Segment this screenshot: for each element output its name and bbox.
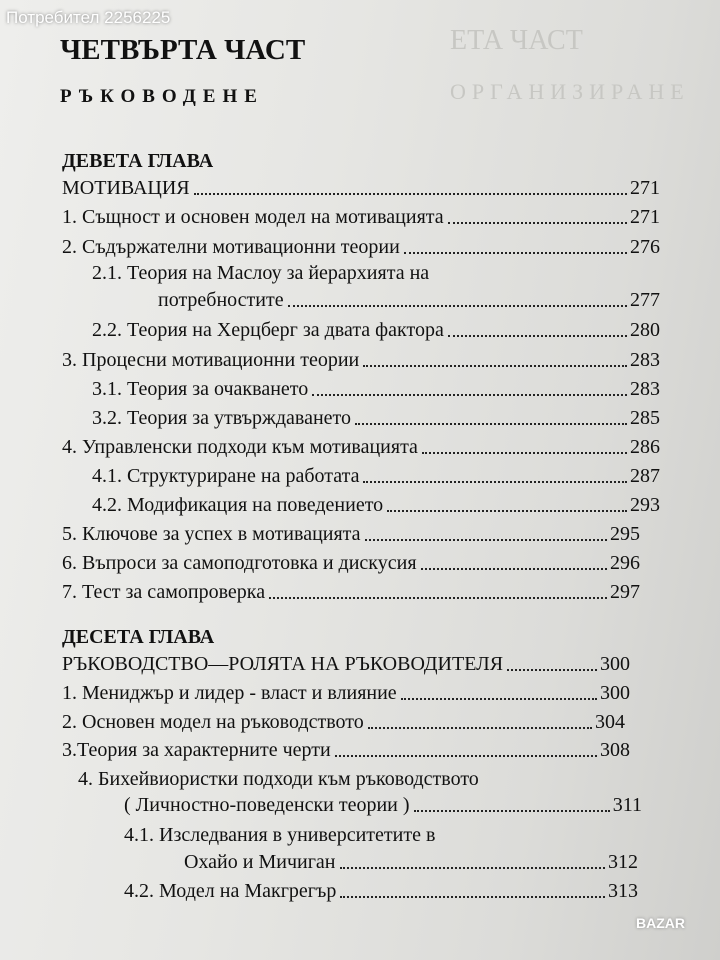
toc-row — [92, 494, 660, 516]
leader-dots — [507, 669, 597, 671]
chapter10-title: РЪКОВОДСТВО—РОЛЯТА НА РЪКОВОДИТЕЛЯ — [62, 653, 504, 675]
toc-page: 293 — [630, 494, 660, 516]
toc-row — [92, 319, 660, 341]
toc-page: 287 — [630, 465, 660, 487]
toc-page: 313 — [608, 880, 638, 902]
toc-page: 277 — [630, 289, 660, 311]
leader-dots — [335, 755, 597, 757]
leader-dots — [363, 365, 627, 367]
leader-dots — [401, 698, 597, 700]
leader-dots — [288, 305, 627, 307]
toc-row — [92, 378, 660, 400]
toc-row — [62, 739, 630, 761]
leader-dots — [312, 394, 627, 396]
ghost-line-1: ЕТА ЧАСТ — [450, 25, 583, 56]
leader-dots — [363, 481, 627, 483]
toc-label: 3.2. Теория за утвърждаването — [92, 407, 352, 429]
leader-dots — [387, 510, 627, 512]
toc-label: 5. Ключове за успех в мотивацията — [62, 523, 361, 545]
toc-row — [184, 851, 638, 873]
toc-page: 300 — [600, 682, 630, 704]
toc-label: ( Личностно-поведенски теории ) — [124, 794, 410, 816]
toc-page: 285 — [630, 407, 660, 429]
chapter10-title-page: 300 — [600, 653, 630, 675]
toc-page: 296 — [610, 552, 640, 574]
toc-page: 271 — [630, 206, 660, 228]
toc-label: 4. Управленски подходи към мотивацията — [62, 436, 418, 458]
toc-label: 6. Въпроси за самоподготовка и дискусия — [62, 552, 417, 574]
toc-row — [124, 880, 638, 902]
leader-dots — [414, 810, 610, 812]
toc-row — [62, 581, 640, 603]
toc-row — [62, 436, 660, 458]
toc-label: 3. Процесни мотивационни теории — [62, 349, 360, 371]
toc-row — [62, 552, 640, 574]
leader-dots — [340, 867, 606, 869]
toc-page: 308 — [600, 739, 630, 761]
toc-row — [62, 349, 660, 371]
toc-page: 297 — [610, 581, 640, 603]
toc-label: Охайо и Мичиган — [184, 851, 336, 873]
toc-label: 4.1. Структуриране на работата — [92, 465, 360, 487]
leader-dots — [448, 335, 627, 337]
toc-label: 4. Бихейвиористки подходи към ръководството — [78, 768, 479, 790]
leader-dots — [269, 597, 607, 599]
toc-row — [92, 465, 660, 487]
toc-label: 2.1. Теория на Маслоу за йерархията на — [92, 262, 430, 284]
toc-label: потребностите — [158, 289, 284, 311]
toc-label: 4.1. Изследвания в университетите в — [124, 824, 436, 846]
leader-dots — [365, 539, 607, 541]
toc-label: 3.Теория за характерните черти — [62, 739, 331, 761]
toc-page: 311 — [612, 794, 642, 816]
toc-label: 4.2. Модел на Макгрегър — [124, 880, 337, 902]
leader-dots — [340, 896, 605, 898]
leader-dots — [355, 423, 627, 425]
toc-label: 1. Мениджър и лидер - власт и влияние — [62, 682, 397, 704]
leader-dots — [421, 568, 607, 570]
chapter10-title-row — [62, 653, 630, 675]
toc-page: 280 — [630, 319, 660, 341]
toc-row — [62, 206, 660, 228]
bleed-through-text — [450, 25, 690, 105]
toc-label: 1. Същност и основен модел на мотивацията — [62, 206, 444, 228]
toc-page: 283 — [630, 378, 660, 400]
leader-dots — [194, 193, 627, 195]
toc-row — [62, 711, 625, 733]
toc-label: 4.2. Модификация на поведението — [92, 494, 384, 516]
toc-page: 283 — [630, 349, 660, 371]
toc-page: 286 — [630, 436, 660, 458]
toc-page: 304 — [595, 711, 625, 733]
toc-row — [92, 407, 660, 429]
part-title: ЧЕТВЪРТА ЧАСТ — [60, 34, 306, 66]
leader-dots — [422, 452, 627, 454]
toc-page: 276 — [630, 236, 660, 258]
leader-dots — [404, 252, 627, 254]
toc-label: 3.1. Теория за очакването — [92, 378, 309, 400]
leader-dots — [368, 727, 592, 729]
toc-page: 295 — [610, 523, 640, 545]
toc-row — [124, 794, 642, 816]
user-watermark: Потребител 2256225 — [6, 8, 171, 27]
bazar-logo-watermark: BAZAR — [636, 915, 685, 931]
toc-row — [62, 682, 630, 704]
ghost-line-2: ОРГАНИЗИРАНЕ — [450, 79, 690, 104]
toc-page: 312 — [608, 851, 638, 873]
toc-label: 2. Съдържателни мотивационни теории — [62, 236, 400, 258]
chapter9-title: МОТИВАЦИЯ — [62, 177, 190, 199]
chapter9-title-page: 271 — [630, 177, 660, 199]
toc-row — [62, 523, 640, 545]
leader-dots — [448, 222, 627, 224]
section-title: РЪКОВОДЕНЕ — [60, 86, 264, 107]
toc-label: 2.2. Теория на Херцберг за двата фактора — [92, 319, 444, 341]
chapter9-heading: ДЕВЕТА ГЛАВА — [62, 150, 214, 172]
toc-row — [62, 236, 660, 258]
chapter9-title-row — [62, 177, 660, 199]
toc-label: 7. Тест за самопроверка — [62, 581, 266, 603]
chapter10-heading: ДЕСЕТА ГЛАВА — [62, 626, 215, 648]
toc-row — [158, 289, 660, 311]
toc-label: 2. Основен модел на ръководството — [62, 711, 364, 733]
